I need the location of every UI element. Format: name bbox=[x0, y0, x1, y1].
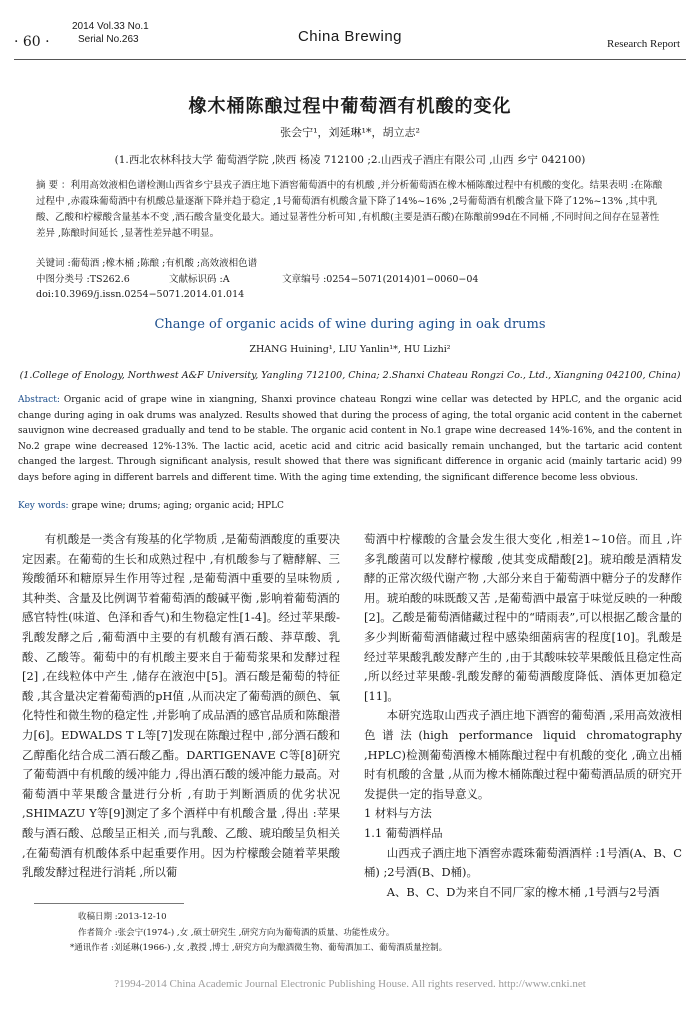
article-meta bbox=[36, 256, 478, 303]
copyright-footer: ?1994-2014 China Academic Journal Electronic Publishing House. All rights reserved. http://www.cnki.net bbox=[114, 978, 586, 990]
received-date: 收稿日期 :2013-12-10 bbox=[78, 912, 167, 922]
volume-line: 2014 Vol.33 No.1 bbox=[72, 21, 149, 32]
keywords-en-label: Key words: bbox=[18, 501, 69, 511]
body-paragraph: 萄酒中柠檬酸的含量会发生很大变化 ,相差1~10倍。而且 ,许多乳酸菌可以发酵柠檬酸 ,使其变成醋酸[2]。琥珀酸是酒精发酵的正常次级代谢产物 ,大部分来自于葡萄酒中糖分子的发酵作用。琥珀酸的味既酸又苦 ,是葡萄酒中最富于味觉反映的一种酸[2]。乙酸是葡萄酒储藏过程中的“晴雨表”,可以根据乙酸含量的多少判断葡萄酒储藏过程中感染细菌病害的程度[10]。乳酸是经过苹果酸乳酸发酵产生的 ,由于其酸味较苹果酸低且稳定性高 ,所以经过苹果酸-乳酸发酵的葡萄酒酸度降低、酒体更加稳定[11]。 bbox=[364, 532, 682, 703]
abstract-cn-label: 摘 要 ： bbox=[36, 180, 71, 191]
footnote-divider bbox=[34, 903, 184, 904]
abstract-en-text: Organic acid of grape wine in xiangning, Shanxi province chateau Rongzi wine cellar was detected by HPLC, and the organic acid change during aging in oak drums was analyzed. Results showed that during the process of aging, the total organic acid content in the cabernet sauvignon wine decreased gradually and tend to be stable. The organic acid content in No.1 grape wine decreased 14%-16%, and the content in No.2 grape wine decreased 12%-13%. The lactic acid, acetic acid and citric acid basically remain unchanged, but the tartaric acid content changed the largest. Through significant analysis, result showed that there was significant difference in organic acid (mainly tartaric acid) 99 days before aging in different barrels and different time. With the aging time extending, the significant difference become less obvious. bbox=[18, 395, 682, 483]
author-bio: 作者简介 :张会宁(1974-) ,女 ,硕士研究生 ,研究方向为葡萄酒的质量、功能性成分。 bbox=[78, 927, 395, 938]
keywords-en-text: grape wine; drums; aging; organic acid; HPLC bbox=[71, 501, 284, 511]
clc-number: 中图分类号 :TS262.6 bbox=[36, 273, 130, 285]
corresponding-author: *通讯作者 :刘延琳(1966-) ,女 ,教授 ,博士 ,研究方向为酿酒微生物、葡萄酒加工、葡萄酒质量控制。 bbox=[70, 943, 448, 953]
section-label: Research Report bbox=[607, 38, 680, 50]
authors-en: ZHANG Huining¹, LIU Yanlin¹*, HU Lizhi² bbox=[249, 344, 451, 355]
abstract-en-label: Abstract: bbox=[18, 395, 60, 405]
article-number: 文章编号 :0254−5071(2014)01−0060−04 bbox=[282, 273, 479, 285]
body-paragraph: 本研究选取山西戎子酒庄地下酒窖的葡萄酒 ,采用高效液相色谱法(high performance liquid chromatography ,HPLC)检测葡萄酒橡木桶陈酿过程中有机酸的变化 ,确立出桶时有机酸的含量 ,从而为橡木桶陈酿过程中葡萄酒品质的研究开发提供一定的指导意义。 bbox=[364, 708, 682, 801]
page-number: · 60 · bbox=[14, 34, 50, 50]
authors-cn: 张会宁¹，刘延琳¹*，胡立志² bbox=[280, 126, 420, 139]
abstract-en bbox=[18, 393, 682, 486]
body-paragraph: A、B、C、D为来自不同厂家的橡木桶 ,1号酒与2号酒 bbox=[386, 884, 660, 899]
body-column-right bbox=[364, 530, 682, 902]
abstract-cn bbox=[36, 178, 664, 242]
document-code: 文献标识码 :A bbox=[169, 273, 230, 285]
body-column-left bbox=[22, 530, 340, 883]
body-paragraph: 山西戎子酒庄地下酒窖赤霞珠葡萄酒酒样 :1号酒(A、B、C桶) ;2号酒(B、D桶)。 bbox=[364, 845, 682, 880]
affiliation-cn: (1.西北农林科技大学 葡萄酒学院 ,陕西 杨凌 712100 ;2.山西戎子酒庄有限公司 ,山西 乡宁 042100) bbox=[114, 154, 586, 166]
abstract-cn-text: 利用高效液相色谱检测山西省乡宁县戎子酒庄地下酒窖葡萄酒中的有机酸 ,并分析葡萄酒在橡木桶陈酿过程中有机酸的变化。结果表明 :在陈酿过程中 ,赤霞珠葡萄酒中有机酸总量逐渐下降并趋于稳定 ,1号葡萄酒有机酸含量下降了14%~16% ,2号葡萄酒有机酸含量下降了12%~13% ,其中乳酸、乙酸和柠檬酸含量基本不变 ,酒石酸含量变化最大。通过显著性分析可知 ,有机酸(主要是酒石酸)在陈酿前99d在不同桶 ,不同时间之间存在显著性差异 ,陈酿时间延长 ,显著性差异越不明显。 bbox=[36, 180, 663, 239]
article-title-cn: 橡木桶陈酿过程中葡萄酒有机酸的变化 bbox=[188, 96, 512, 117]
footnotes bbox=[70, 910, 447, 957]
serial-line: Serial No.263 bbox=[78, 34, 139, 45]
keywords-cn: 关键词 :葡萄酒 ;橡木桶 ;陈酿 ;有机酸 ;高效液相色谱 bbox=[36, 258, 258, 269]
section-heading: 1 材料与方法 bbox=[364, 806, 432, 821]
affiliation-en: (1.College of Enology, Northwest A&F University, Yangling 712100, China; 2.Shanxi Chateau Rongzi Co., Ltd., Xiangning 042100, China) bbox=[19, 370, 681, 381]
header-divider bbox=[14, 59, 686, 60]
article-title-en: Change of organic acids of wine during aging in oak drums bbox=[154, 317, 546, 332]
journal-title: China Brewing bbox=[297, 28, 403, 45]
keywords-en bbox=[18, 501, 284, 511]
body-paragraph: 有机酸是一类含有羧基的化学物质 ,是葡萄酒酸度的重要决定因素。在葡萄的生长和成熟过程中 ,有机酸参与了糖酵解、三羧酸循环和糖原异生作用等过程 ,是葡萄酒中重要的呈味物质 ,其种类、含量及比例调节着葡萄酒的酸碱平衡 ,影响着葡萄酒的感官特性(味道、色泽和香气)和生物稳定性[1-4]。经过苹果酸-乳酸发酵之后 ,葡萄酒中主要的有机酸有酒石酸、莽草酸、乳酸、乙酸等。葡萄中的有机酸主要来自于葡萄浆果和发酵过程[2] ,在线粒体中产生 ,储存在液泡中[5]。酒石酸是葡萄的特征酸 ,其含量决定着葡萄酒的pH值 ,从而决定了葡萄酒的颜色、氧化特性和微生物的稳定性 ,并影响了成品酒的感官品质和陈酿潜力[6]。EDWALDS T L等[7]发现在陈酿过程中 ,部分酒石酸和乙醇酯化结合成二酒石酸乙酯。DARTIGENAVE C等[8]研究了葡萄酒中有机酸的缓冲能力 ,得出酒石酸的缓冲能力最高。对葡萄酒中苹果酸含量进行分析 ,有助于判断酒质的优劣状况 ,SHIMAZU Y等[9]测定了多个酒样中有机酸含量 ,得出 :苹果酸与酒石酸、总酸呈正相关 ,而与乳酸、乙酸、琥珀酸呈负相关 ,在葡萄酒有机酸体系中起重要作用。因为柠檬酸会随着苹果酸乳酸发酵过程进行消耗 ,所以葡 bbox=[22, 532, 340, 880]
subsection-heading: 1.1 葡萄酒样品 bbox=[364, 825, 443, 840]
classification-line bbox=[36, 272, 478, 288]
doi: doi:10.3969/j.issn.0254−5071.2014.01.014 bbox=[36, 289, 245, 300]
